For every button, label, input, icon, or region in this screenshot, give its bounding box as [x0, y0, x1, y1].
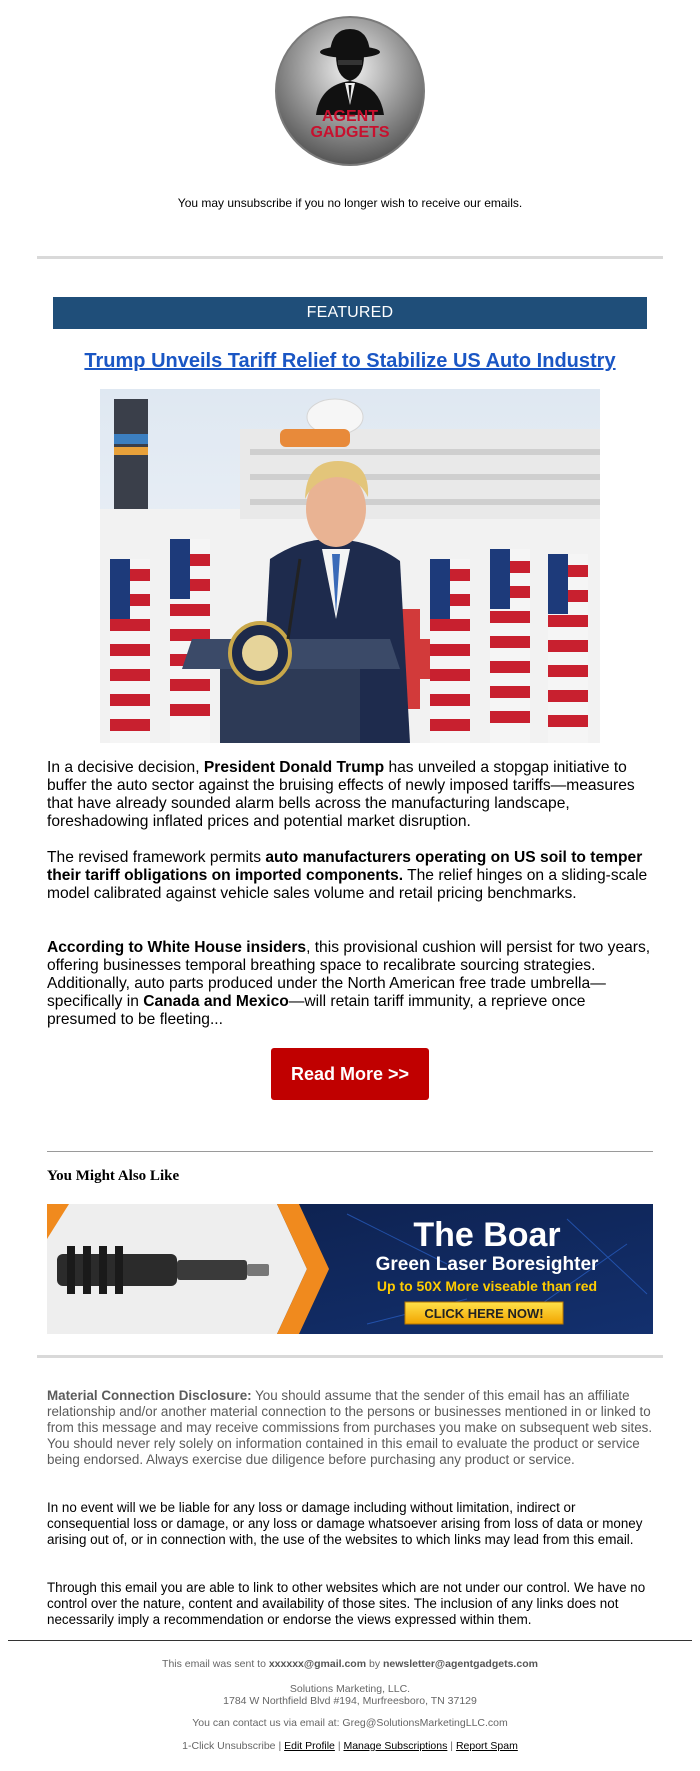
boar-laser-ad-banner[interactable] [47, 1204, 653, 1334]
banner-cta-text: CLICK HERE NOW! [424, 1306, 544, 1321]
agent-gadgets-logo[interactable] [274, 15, 426, 167]
read-more-button[interactable]: Read More >> [271, 1048, 429, 1100]
liability-disclaimer: In no event will we be liable for any loss or damage including without limitation, indirect or consequential loss or damage, or any loss or damage whatsoever arising from loss of data or money arising out of, or in connection with, the use of the websites to which links may lead from this email. [47, 1500, 643, 1547]
article-paragraph-2: The revised framework permits auto manufacturers operating on US soil to temper their tariff obligations on imported components. The relief hinges on a sliding-scale model calibrated against vehicle sales volume and retail pricing benchmarks. [47, 849, 648, 902]
report-spam-link[interactable]: Report Spam [455, 1740, 518, 1752]
you-might-also-like-heading: You Might Also Like [47, 1168, 180, 1184]
company-address: 1784 W Northfield Blvd #194, Murfreesboro, TN 37129 [223, 1695, 477, 1707]
article-paragraph-3: According to White House insiders, this provisional cushion will persist for two years, offering businesses temporal breathing space to recalibrate sourcing strategies. Additionally, auto parts produced under the North American free trade umbrella—specifically in Canada and Mexico—will retain tariff immunity, a reprieve once presumed to be fleeting... [47, 939, 651, 1028]
logo-text-line1: AGENT [322, 108, 378, 125]
one-click-unsubscribe-link[interactable]: 1-Click Unsubscribe [182, 1740, 276, 1752]
edit-profile-link[interactable]: Edit Profile [284, 1740, 335, 1752]
external-links-disclaimer: Through this email you are able to link to other websites which are not under our control. We have no control over the nature, content and availability of those sites. The inclusion of any links does not necessarily imply a recommendation or endorse the views expressed within them. [47, 1580, 646, 1627]
spy-logo-icon [274, 15, 426, 167]
divider [8, 1640, 692, 1641]
article-paragraph-1: In a decisive decision, President Donald Trump has unveiled a stopgap initiative to buffer the auto sector against the bruising effects of newly imposed tariffs—measures that have already sounded alarm bells across the manufacturing landscape, foreshadowing inflated prices and potential market disruption. [47, 759, 635, 830]
recipient-email: xxxxxx@gmail.com [268, 1658, 367, 1670]
sender-email: newsletter@agentgadgets.com [383, 1658, 538, 1670]
company-name: Solutions Marketing, LLC. [289, 1683, 411, 1695]
divider [37, 256, 663, 259]
sent-to-notice: This email was sent to xxxxxx@gmail.com by newsletter@agentgadgets.com [162, 1658, 538, 1670]
article-hero-image[interactable] [100, 389, 600, 743]
banner-tagline: Up to 50X More viseable than red [376, 1278, 598, 1294]
banner-subtitle: Green Laser Boresighter [375, 1254, 599, 1275]
banner-title: The Boar [413, 1216, 561, 1254]
manage-subscriptions-link[interactable]: Manage Subscriptions [343, 1740, 448, 1752]
material-connection-disclosure: Material Connection Disclosure: You should assume that the sender of this email has an affiliate relationship and/or another material connection to the persons or businesses mentioned in or linked to from this message and may receive commissions from purchases you make on subsequent web sites. You should never rely solely on information contained in this email to evaluate the product or service being endorsed. Always exercise due diligence before purchasing any product or service. [47, 1388, 653, 1467]
footer-links: 1-Click Unsubscribe | Edit Profile | Manage Subscriptions | Report Spam [182, 1740, 518, 1752]
divider [37, 1355, 663, 1358]
contact-email-notice: You can contact us via email at: Greg@SolutionsMarketingLLC.com [192, 1717, 508, 1729]
featured-label: FEATURED [53, 297, 647, 329]
divider [47, 1151, 653, 1152]
unsubscribe-notice: You may unsubscribe if you no longer wish to receive our emails. [177, 196, 523, 210]
article-headline-link[interactable]: Trump Unveils Tariff Relief to Stabilize US Auto Industry [84, 350, 616, 372]
logo-text-line2: GADGETS [310, 124, 390, 141]
